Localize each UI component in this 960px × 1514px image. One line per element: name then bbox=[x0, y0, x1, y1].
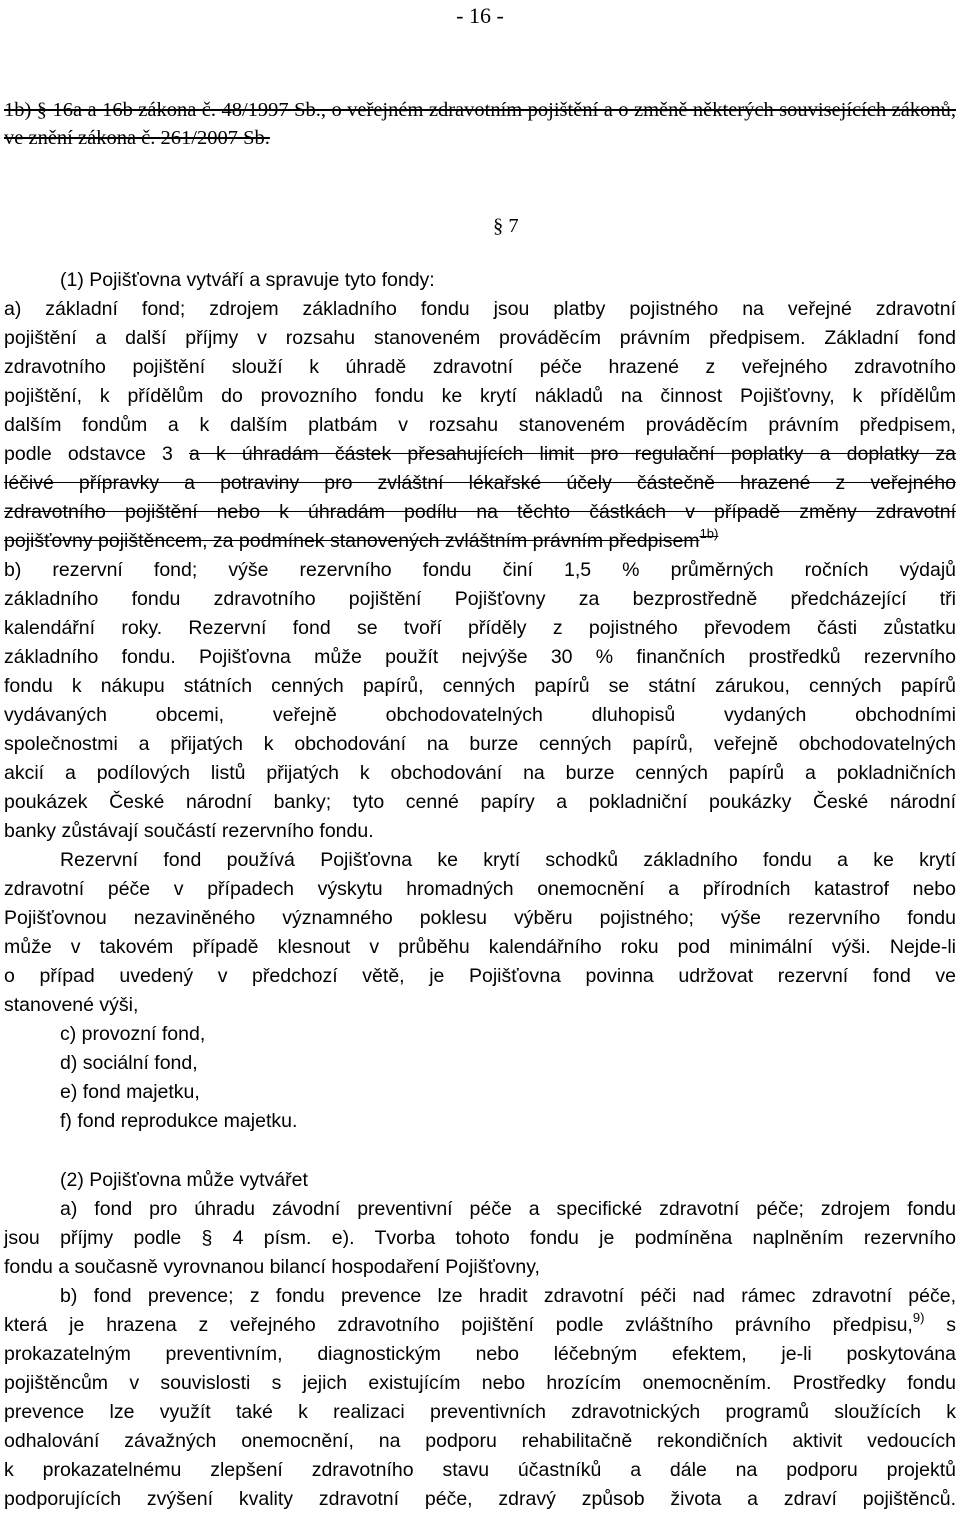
text-line: kalendářní roky. Rezervní fond se tvoří příděly z pojistného převodem části zůstatku bbox=[4, 617, 956, 639]
paragraph-1-intro bbox=[4, 266, 956, 1136]
text-line: pojištění a další příjmy v rozsahu stanoveném prováděcím právním předpisem. Základní fond bbox=[4, 327, 956, 349]
text-line: prevence lze využít také k realizaci preventivních zdravotnických programů sloužících k bbox=[4, 1401, 956, 1423]
text-line: akcií a podílových listů přijatých k obchodování na burze cenných papírů a pokladničních bbox=[4, 762, 956, 784]
text-line: prokazatelným preventivním, diagnostickým nebo léčebným efektem, je-li poskytována bbox=[4, 1343, 956, 1365]
text-line: podporujících zvýšení kvality zdravotní péče, zdravý způsob života a zdraví pojištěnců. bbox=[4, 1488, 956, 1510]
text-line: (1) Pojišťovna vytváří a spravuje tyto fondy: bbox=[60, 269, 435, 291]
section-heading: § 7 bbox=[493, 215, 519, 237]
footnote-marker: 9) bbox=[912, 1310, 925, 1325]
text-line: b) fond prevence; z fondu prevence lze hradit zdravotní péči nad rámec zdravotní péče, bbox=[60, 1285, 956, 1307]
list-item-f: f) fond reprodukce majetku. bbox=[60, 1110, 298, 1132]
text-line: zdravotní péče v případech výskytu hromadných onemocnění a přírodních katastrof nebo bbox=[4, 878, 956, 900]
text-line: banky zůstávají součástí rezervního fondu. bbox=[4, 820, 374, 842]
text-segment: pojišťovny pojištěncem, za podmínek stanovených zvláštním právním předpisem bbox=[4, 530, 700, 552]
text-line: a) základní fond; zdrojem základního fondu jsou platby pojistného na veřejné zdravotní bbox=[4, 298, 956, 320]
text-line: jsou příjmy podle § 4 písm. e). Tvorba tohoto fondu je podmíněna naplněním rezervního bbox=[4, 1227, 956, 1249]
text-line: fondu k nákupu státních cenných papírů, cenných papírů se státní zárukou, cenných papírů bbox=[4, 675, 956, 697]
text-line: k prokazatelnému zlepšení zdravotního stavu účastníků a dále na podporu projektů bbox=[4, 1459, 956, 1481]
text-line: b) rezervní fond; výše rezervního fondu činí 1,5 % průměrných ročních výdajů bbox=[4, 559, 956, 581]
text-segment: podle odstavce 3 bbox=[4, 443, 173, 465]
text-line: Pojišťovnou nezaviněného významného poklesu výběru pojistného; výše rezervního fondu bbox=[4, 907, 956, 929]
footnote-marker: 1b) bbox=[699, 526, 719, 541]
text-line: společnostmi a přijatých k obchodování na burze cenných papírů, veřejně obchodovatelných bbox=[4, 733, 956, 755]
text-line: dalším fondům a k dalším platbám v rozsahu stanoveném prováděcím právním předpisem, bbox=[4, 414, 956, 436]
list-item-d: d) sociální fond, bbox=[60, 1052, 198, 1074]
text-line: vydávaných obcemi, veřejně obchodovatelných dluhopisů vydaných obchodními bbox=[4, 704, 956, 726]
list-item-e: e) fond majetku, bbox=[60, 1081, 200, 1103]
text-line: poukázek České národní banky; tyto cenné papíry a pokladniční poukázky České národní bbox=[4, 791, 956, 813]
struck-text-line: léčivé přípravky a potraviny pro zvláštní lékařské účely částečně hrazené z veřejného bbox=[4, 472, 956, 494]
text-line: může v takovém případě klesnout v průběhu kalendářního roku pod minimální výši. Nejde-li bbox=[4, 936, 956, 958]
footnote-reference: 1b) § 16a a 16b zákona č. 48/1997 Sb., o veřejném zdravotním pojištění a o změně některých souvisejících zákonů, ve znění zákona č. 261/2007 Sb. bbox=[4, 99, 956, 149]
page-number: - 16 - bbox=[456, 3, 504, 28]
text-segment: s bbox=[946, 1314, 957, 1336]
struck-text-line: zdravotního pojištění nebo k úhradám podílu na těchto částkách v případě změny zdravotní bbox=[4, 501, 956, 523]
list-item-c: c) provozní fond, bbox=[60, 1023, 206, 1045]
text-line: základního fondu zdravotního pojištění Pojišťovny za bezprostředně předcházející tři bbox=[4, 588, 956, 610]
text-line: (2) Pojišťovna může vytvářet bbox=[60, 1169, 308, 1191]
struck-text-segment: a k úhradám částek přesahujících limit pro regulační poplatky a doplatky za bbox=[188, 443, 956, 465]
text-line: a) fond pro úhradu závodní preventivní péče a specifické zdravotní péče; zdrojem fondu bbox=[60, 1198, 956, 1220]
text-line: stanovené výši, bbox=[4, 994, 139, 1016]
text-segment: která je hrazena z veřejného zdravotního pojištění podle zvláštního právního předpisu, bbox=[4, 1314, 913, 1336]
text-line: o případ uvedený v předchozí větě, je Pojišťovna povinna udržovat rezervní fond ve bbox=[4, 965, 956, 987]
text-line: fondu a současně vyrovnanou bilancí hospodaření Pojišťovny, bbox=[4, 1256, 540, 1278]
struck-text-line bbox=[4, 527, 956, 556]
text-line: základního fondu. Pojišťovna může použít nejvýše 30 % finančních prostředků rezervního bbox=[4, 646, 956, 668]
text-line-mixed bbox=[4, 440, 956, 469]
text-line: odhalování závažných onemocnění, na podporu rehabilitačně rekondičních aktivit vedoucích bbox=[4, 1430, 956, 1452]
text-line: zdravotního pojištění slouží k úhradě zdravotní péče hrazené z veřejného zdravotního bbox=[4, 356, 956, 378]
text-line: pojištění, k přídělům do provozního fondu ke krytí nákladů na činnost Pojišťovny, k přídělům bbox=[4, 385, 956, 407]
text-line: pojištěncům v souvislosti s jejich existujícím nebo hrozícím onemocněním. Prostředky fondu bbox=[4, 1372, 956, 1394]
paragraph-2 bbox=[4, 1166, 956, 1514]
text-line-with-footnote bbox=[4, 1311, 956, 1340]
text-line: Rezervní fond používá Pojišťovna ke krytí schodků základního fondu a ke krytí bbox=[60, 849, 956, 871]
